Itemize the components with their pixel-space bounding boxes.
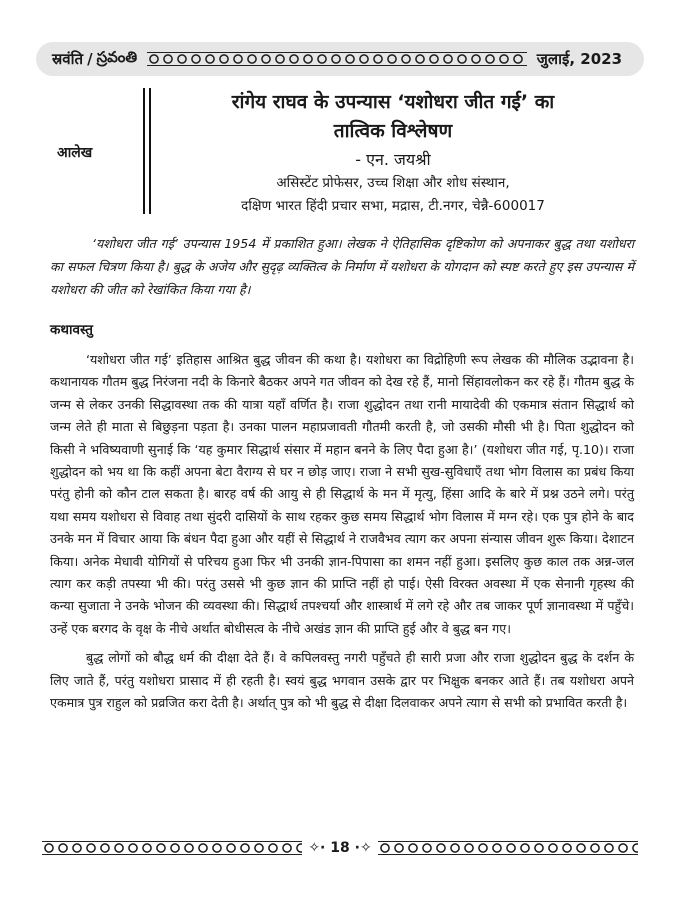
journal-name-hindi: स्रवंति (52, 50, 84, 68)
journal-name-separator: / (87, 50, 93, 68)
abstract-text: ‘यशोधरा जीत गई’ उपन्यास 1954 में प्रकाशित हुआ। लेखक ने ऐतिहासिक दृष्टिकोण को अपनाकर बुद्ध तथा यशोधरा का सफल चित्रण किया है। बुद्ध के अजेय और सुदृढ़ व्यक्तित्व के निर्माण में यशोधरा के योगदान को स्पष्ट करते हुए इस उपन्यास में यशोधरा की जीत को रेखांकित किया गया है। (50, 236, 634, 297)
page-number: ✧· 18 ·✧ (308, 840, 372, 856)
issue-date: जुलाई, 2023 (536, 50, 622, 68)
decorative-border-header (147, 52, 527, 66)
section-heading: कथावस्तु (50, 322, 93, 338)
author-affiliation-line-1: असिस्टेंट प्रोफेसर, उच्च शिक्षा और शोध संस्थान, (276, 175, 510, 191)
page-number-value: 18 (330, 840, 350, 856)
article-body (50, 349, 634, 722)
body-paragraph: बुद्ध लोगों को बौद्ध धर्म की दीक्षा देते हैं। वे कपिलवस्तु नगरी पहुँचते ही सारी प्रजा और राजा शुद्धोदन बुद्ध के दर्शन के लिए जाते हैं, परंतु यशोधरा प्रासाद में ही रहती है। स्वयं बुद्ध भगवान उसके द्वार पर भिक्षुक बनकर आते हैं। तब यशोधरा अपने एकमात्र पुत्र राहुल को प्रव्रजित करा देती है। अर्थात् पुत्र को भी बुद्ध से दीक्षा दिलवाकर अपने त्याग से सभी को प्रभावित करती है। (50, 650, 634, 711)
page-footer (36, 835, 644, 861)
section-label: आलेख (57, 145, 93, 161)
title-block (156, 88, 630, 218)
title-divider-line (149, 88, 151, 214)
title-divider-line (143, 88, 145, 214)
decorative-border-footer-right (378, 841, 638, 855)
decorative-border-footer-left (42, 841, 302, 855)
running-header (36, 42, 644, 76)
journal-name-telugu: స్రవంతి (96, 48, 138, 66)
author-name: - एन. जयश्री (355, 150, 431, 169)
body-paragraph: ‘यशोधरा जीत गई’ इतिहास आश्रित बुद्ध जीवन की कथा है। यशोधरा का विद्रोहिणी रूप लेखक की मौलिक उद्भावना है। कथानायक गौतम बुद्ध निरंजना नदी के किनारे बैठकर अपने गत जीवन को देख रहे हैं, मानो सिंहावलोकन कर रहे हैं। गौतम बुद्ध के जन्म से लेकर उनकी सिद्धावस्था तक की यात्रा यहाँ वर्णित है। राजा शुद्धोदन तथा रानी मायादेवी की एकमात्र संतान सिद्धार्थ को जन्म लेते ही माता से बिछुड़ना पड़ता है। उनका पालन महाप्रजावती गौतमी करती है, जो उसकी मौसी भी है। पिता शुद्धोदन को किसी ने भविष्यवाणी सुनाई कि ‘यह कुमार सिद्धार्थ संसार में महान बनने के लिए पैदा हुआ है।’ (यशोधरा जीत गई, पृ.10)। राजा शुद्धोदन को भय था कि कहीं अपना बेटा वैराग्य से घर न छोड़ जाए। राजा ने सभी सुख-सुविधाएँ तथा भोग विलास का प्रबंध किया परंतु होनी को कौन टाल सकता है। बारह वर्ष की आयु से ही सिद्धार्थ के मन में मृत्यु, हिंसा आदि के बारे में प्रश्न उठने लगे। परंतु यथा समय यशोधरा से विवाह तथा सुंदरी दासियों के साथ रहकर कुछ समय सिद्धार्थ भोग विलास में मग्न रहे। एक पुत्र होने के बाद उनके मन में विचार आया कि बंधन पैदा हुआ और यहीं से सिद्धार्थ ने राजवैभव त्याग कर अपना संन्यास जीवन शुरू किया। देशाटन किया। अनेक मेधावी योगियों से परिचय हुआ फिर भी उनकी ज्ञान-पिपासा का शमन नहीं हुआ। इसलिए कुछ काल तक अन्न-जल त्याग कर कड़ी तपस्या भी की। परंतु उससे भी कुछ ज्ञान की प्राप्ति नहीं हो पाई। ऐसी विरक्त अवस्था में एक सेनानी गृहस्थ की कन्या सुजाता ने उनके भोजन की व्यवस्था की। सिद्धार्थ तपश्चर्या और शास्त्रार्थ में लगे रहे और तब जाकर पूर्ण ज्ञानावस्था में पहुँचे। उन्हें एक बरगद के वृक्ष के नीचे अर्थात बोधीसत्व के नीचे अखंड ज्ञान की प्राप्ति हुई और वे बुद्ध बन गए। (50, 352, 634, 636)
abstract (50, 232, 634, 301)
journal-name (52, 48, 137, 70)
article-title-line-2: तात्विक विश्लेषण (333, 120, 453, 142)
author-affiliation-line-2: दक्षिण भारत हिंदी प्रचार सभा, मद्रास, टी.नगर, चेन्नै-600017 (241, 198, 545, 214)
article-title-line-1: रांगेय राघव के उपन्यास ‘यशोधरा जीत गई’ का (231, 91, 555, 113)
